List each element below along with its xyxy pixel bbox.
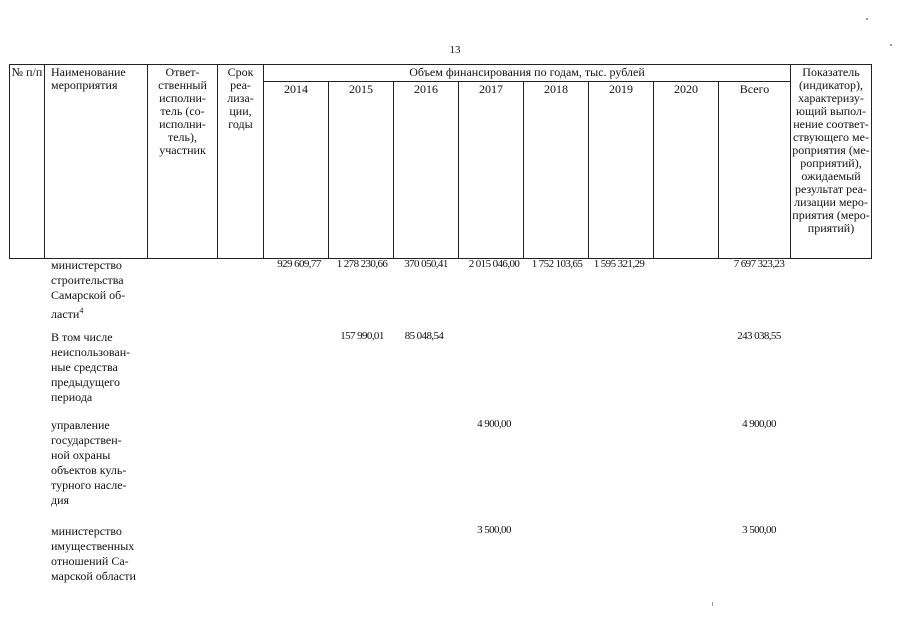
cell-2015: 157 990,01: [340, 330, 384, 342]
scan-speck: [712, 602, 713, 606]
header-year: 2019: [589, 82, 654, 259]
cell-2017: 2 015 046,00: [468, 258, 520, 270]
row-label: управление государствен- ной охраны объектов куль- турного насле- дия: [51, 418, 127, 507]
header-name: Наименование мероприятия: [45, 65, 148, 259]
header-year: 2018: [524, 82, 589, 259]
row-label: министерство имущественных отношений Са- марской области: [51, 524, 136, 583]
row-label: министерство строительства Самарской об- ласти$^4$: [51, 258, 126, 321]
header-num: № п/п: [10, 65, 45, 259]
cell-2017: 4 900,00: [477, 418, 511, 430]
cell-2017: 3 500,00: [477, 524, 511, 536]
cell-2014: 929 609,77: [277, 258, 321, 270]
cell-total: 3 500,00: [742, 524, 776, 536]
header-responsible: Ответ-ственный исполни-тель (со-исполни-тель), участник: [148, 65, 218, 259]
cell-2016: 85 048,54: [404, 330, 444, 342]
cell-total: 4 900,00: [742, 418, 776, 430]
header-year: 2020: [654, 82, 719, 259]
header-term: Срок реа-лиза-ции, годы: [218, 65, 264, 259]
page-number: 13: [449, 44, 461, 56]
header-year-total: Всего: [719, 82, 791, 259]
header-year: 2016: [394, 82, 459, 259]
header-indicator: Показатель (индикатор), характеризу-ющий выпол-нение соответ-ствующего ме-роприятия (ме-роприятий), ожидаемый результат реа-лизации меро-приятия (меро-приятий): [791, 65, 872, 259]
scan-speck: [866, 18, 868, 20]
cell-2018: 1 752 103,65: [531, 258, 583, 270]
cell-2016: 370 050,41: [404, 258, 448, 270]
cell-total: 243 038,55: [737, 330, 781, 342]
cell-2015: 1 278 230,66: [336, 258, 388, 270]
header-funding: Объем финансирования по годам, тыс. рублей: [264, 65, 791, 82]
scan-speck: [890, 44, 892, 46]
cell-2019: 1 595 321,29: [593, 258, 645, 270]
table-header: [9, 64, 872, 259]
header-year: 2017: [459, 82, 524, 259]
row-label: В том числе неиспользован- ные средства предыдущего периода: [51, 330, 131, 404]
header-year: 2015: [329, 82, 394, 259]
footnote-mark: 4: [79, 306, 84, 315]
cell-total: 7 697 323,23: [733, 258, 785, 270]
header-year: 2014: [264, 82, 329, 259]
